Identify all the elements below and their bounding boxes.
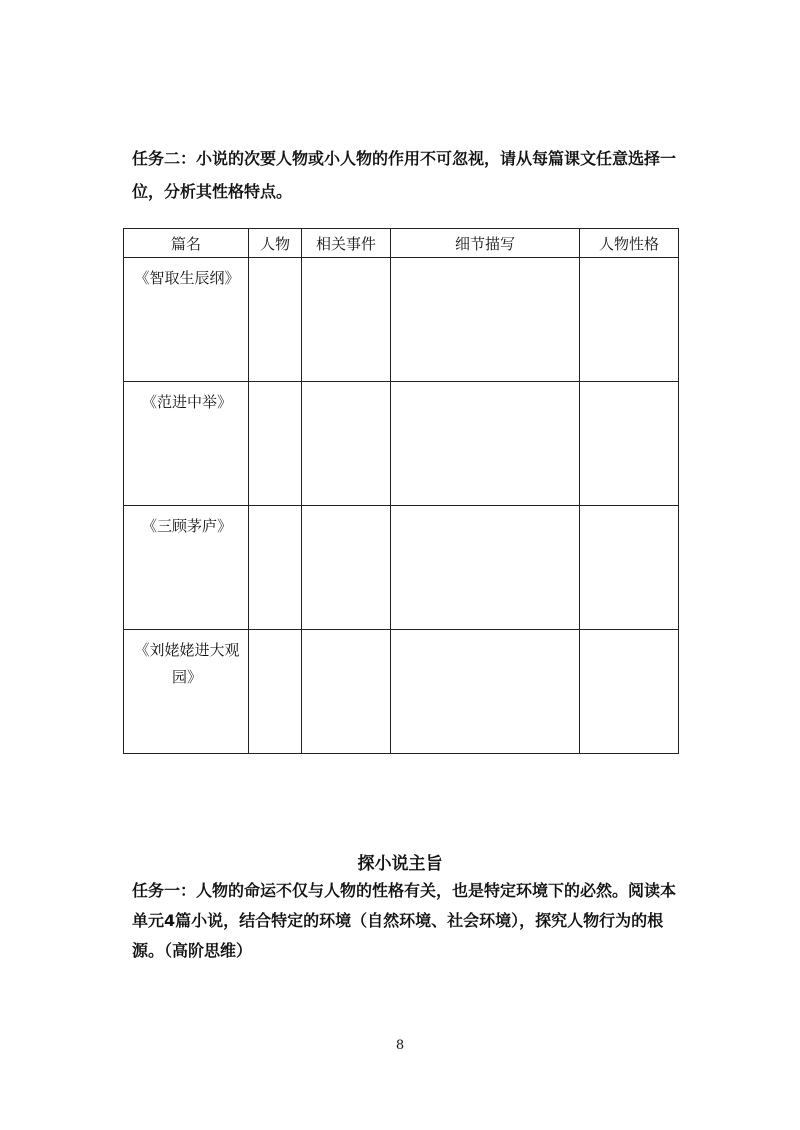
page-number: 8 xyxy=(395,1038,405,1053)
related-event-cell[interactable] xyxy=(302,258,391,382)
header-personality: 人物性格 xyxy=(580,229,679,258)
table-row xyxy=(124,630,679,754)
header-title: 篇名 xyxy=(124,229,249,258)
detail-description-cell[interactable] xyxy=(391,382,580,506)
row-title-cell: 《刘姥姥进大观园》 xyxy=(124,630,249,754)
detail-description-cell[interactable] xyxy=(391,258,580,382)
task-one-prompt: 任务一：人物的命运不仅与人物的性格有关，也是特定环境下的必然。阅读本单元4篇小说，结合特定的环境（自然环境、社会环境），探究人物行为的根源。（高阶思维） xyxy=(132,881,677,960)
table-row xyxy=(124,382,679,506)
header-character: 人物 xyxy=(249,229,302,258)
table-row xyxy=(124,506,679,630)
personality-cell[interactable] xyxy=(580,258,679,382)
row-title-cell: 《智取生辰纲》 xyxy=(124,258,249,382)
section-heading: 探小说主旨 xyxy=(357,854,443,874)
header-related-event: 相关事件 xyxy=(302,229,391,258)
related-event-cell[interactable] xyxy=(302,382,391,506)
personality-cell[interactable] xyxy=(580,382,679,506)
personality-cell[interactable] xyxy=(580,506,679,630)
related-event-cell[interactable] xyxy=(302,506,391,630)
character-cell[interactable] xyxy=(249,382,302,506)
detail-description-cell[interactable] xyxy=(391,630,580,754)
character-cell[interactable] xyxy=(249,258,302,382)
related-event-cell[interactable] xyxy=(302,630,391,754)
row-title-cell: 《三顾茅庐》 xyxy=(124,506,249,630)
task-two-prompt: 任务二：小说的次要人物或小人物的作用不可忽视，请从每篇课文任意选择一位，分析其性格特点。 xyxy=(132,149,677,201)
personality-cell[interactable] xyxy=(580,630,679,754)
character-cell[interactable] xyxy=(249,630,302,754)
table-row xyxy=(124,258,679,382)
table-header-row xyxy=(124,229,679,258)
row-title-cell: 《范进中举》 xyxy=(124,382,249,506)
detail-description-cell[interactable] xyxy=(391,506,580,630)
header-detail-description: 细节描写 xyxy=(391,229,580,258)
character-analysis-table xyxy=(123,228,679,754)
character-cell[interactable] xyxy=(249,506,302,630)
